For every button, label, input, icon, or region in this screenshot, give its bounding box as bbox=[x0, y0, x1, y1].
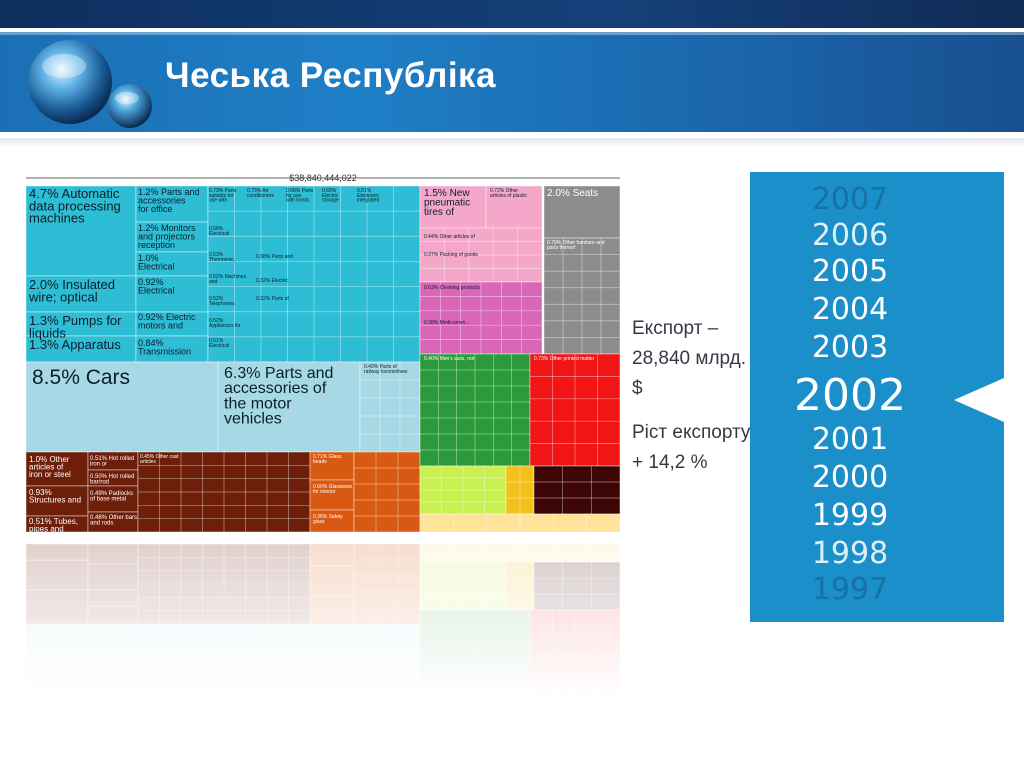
year-item-selected[interactable]: 2002 bbox=[794, 370, 906, 421]
treemap-main bbox=[26, 173, 620, 534]
treemap-label: 0.79% Other furniture and parts thereof bbox=[547, 240, 605, 251]
globe-logo-icon bbox=[26, 38, 156, 138]
treemap-label: 1.3% Apparatus bbox=[29, 337, 121, 352]
treemap-label: 0.60% Glassware for interior bbox=[313, 484, 353, 495]
header-top-band bbox=[0, 0, 1024, 28]
treemap-label: 0.65% Electric storage bbox=[322, 188, 339, 204]
treemap-label: 0.92% Electric motors and bbox=[138, 312, 196, 331]
treemap-svg bbox=[26, 166, 620, 696]
header-separator bbox=[0, 138, 1024, 148]
year-item[interactable]: 2000 bbox=[811, 460, 889, 495]
treemap-label: 0.50% Hot rolled bar/rod bbox=[90, 474, 135, 486]
treemap-label: 0.72% Other articles of plastic bbox=[490, 188, 527, 199]
treemap-label: 8.5% Cars bbox=[32, 366, 131, 389]
export-treemap-chart bbox=[26, 166, 620, 696]
treemap-label: 0.32% Electric bbox=[256, 278, 288, 284]
year-selector bbox=[750, 172, 1004, 622]
treemap-label: 4.7% Automatic data processing machines bbox=[29, 186, 121, 226]
treemap-label: 1.2% Parts and accessories for office bbox=[138, 187, 200, 215]
treemap-label: 0.73% Parts suitable for use with bbox=[209, 188, 237, 204]
treemap-label: 0.52% Machines and bbox=[209, 274, 246, 285]
selected-year-pointer-icon bbox=[954, 378, 1004, 422]
chart-total-title: $38,840,444,022 bbox=[289, 173, 357, 183]
treemap-label: 0.51% Electrical bbox=[209, 338, 230, 349]
year-item[interactable]: 2007 bbox=[811, 182, 889, 217]
treemap-label: 0.53% Thermionic, bbox=[209, 252, 236, 263]
treemap-label: 0.44% Other articles of bbox=[424, 234, 475, 240]
cell-railway-group bbox=[360, 362, 420, 452]
treemap-label: 0.63% Cleaning products bbox=[424, 285, 480, 291]
treemap-label: 0.40% Men's suits, not bbox=[424, 356, 475, 362]
treemap-label: 0.61% Electronic integrated bbox=[357, 188, 380, 204]
treemap-label: 1.5% New pneumatic tires of bbox=[424, 188, 471, 218]
year-item[interactable]: 1998 bbox=[811, 536, 889, 571]
year-item[interactable]: 2001 bbox=[811, 422, 889, 457]
treemap-label: 6.3% Parts and accessories of the motor vehicles bbox=[224, 365, 334, 428]
treemap-label: 1.2% Monitors and projectors reception bbox=[138, 223, 196, 251]
year-item[interactable]: 2006 bbox=[811, 218, 889, 253]
slide-header bbox=[0, 0, 1024, 135]
treemap-label: 0.52% Appliances for bbox=[209, 318, 241, 329]
treemap-label: 0.92% Electrical bbox=[138, 277, 175, 296]
year-item[interactable]: 1999 bbox=[811, 498, 889, 533]
treemap-label: 1.0% Electrical bbox=[138, 253, 175, 272]
treemap-label: 0.84% Transmission bbox=[138, 338, 192, 357]
treemap-label: 0.49% Padlocks of base metal bbox=[90, 491, 134, 503]
year-item[interactable]: 2003 bbox=[811, 330, 889, 365]
export-currency: $ bbox=[632, 378, 643, 399]
treemap-label: 0.49% Parts of railway locomotives bbox=[364, 364, 408, 375]
treemap-label: 0.38% Parts and bbox=[256, 254, 293, 260]
treemap-label: 0.68% Parts for use with hoists bbox=[286, 188, 314, 204]
growth-value: + 14,2 % bbox=[632, 452, 708, 473]
cell-glass-group bbox=[354, 452, 420, 532]
export-label: Експорт – bbox=[632, 318, 719, 339]
treemap-label: 0.73% Other printed matter bbox=[534, 356, 595, 362]
export-value: 28,840 млрд. bbox=[632, 348, 747, 369]
treemap-label: 2.0% Insulated wire; optical bbox=[29, 277, 116, 305]
reflection-fade bbox=[26, 544, 620, 696]
slide-title: Чеська Республіка bbox=[165, 56, 497, 95]
treemap-label: 0.58% Electrical bbox=[209, 226, 230, 237]
treemap-label: 0.32% Parts of bbox=[256, 296, 289, 302]
treemap-label: 0.36% Safety glass bbox=[313, 514, 343, 525]
treemap-label: 0.51% Hot rolled iron or bbox=[90, 456, 135, 468]
treemap-label: 0.38% Medicamen... bbox=[424, 320, 470, 326]
treemap-label: 0.52% Telephones bbox=[209, 296, 235, 307]
big-globe bbox=[28, 40, 112, 124]
year-item[interactable]: 1997 bbox=[811, 572, 889, 607]
treemap-label: 0.51% Tubes, pipes and bbox=[29, 517, 78, 534]
treemap-label: 0.71% Glass beads bbox=[313, 454, 342, 465]
small-globe bbox=[108, 84, 152, 128]
year-item[interactable]: 2005 bbox=[811, 254, 889, 289]
treemap-label: 1.3% Pumps for liquids bbox=[29, 313, 122, 341]
treemap-label: 0.93% Structures and bbox=[29, 488, 82, 505]
cell-minerals-group bbox=[534, 466, 620, 514]
treemap-label: 2.0% Seats bbox=[547, 188, 599, 199]
treemap-label: 1.0% Other articles of iron or steel bbox=[29, 455, 71, 480]
treemap-label: 0.73% Air conditioners bbox=[247, 188, 274, 199]
year-item[interactable]: 2004 bbox=[811, 292, 889, 327]
growth-label: Ріст експорту bbox=[632, 422, 751, 443]
treemap-label: 0.45% Other cast articles bbox=[140, 454, 179, 465]
treemap-label: 0.48% Other bars and rods bbox=[90, 515, 138, 527]
treemap-label: 0.37% Packing of goods bbox=[424, 252, 478, 258]
